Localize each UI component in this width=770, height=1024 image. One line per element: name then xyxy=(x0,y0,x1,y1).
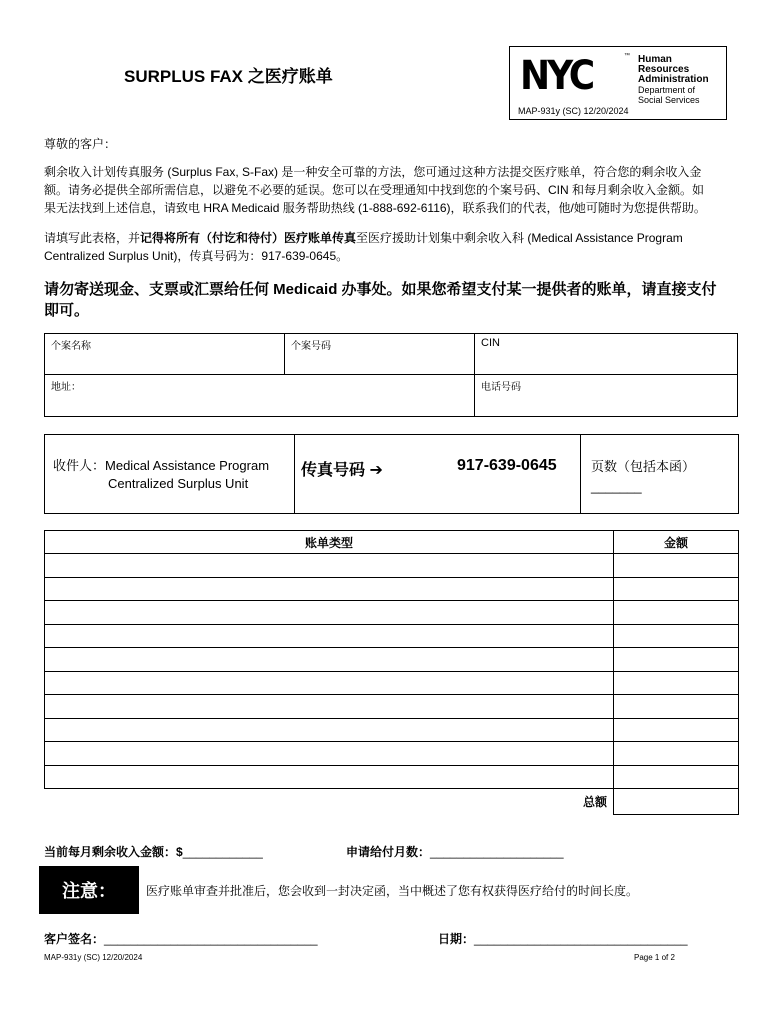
monthly-surplus-label: 当前每月剩余收入金额：$ xyxy=(44,845,183,859)
form-code: MAP-931y (SC) 12/20/2024 xyxy=(518,106,629,116)
instruction-bold: 记得将所有（付讫和待付）医疗账单传真 xyxy=(140,231,357,245)
page-count-label: 页数（包括本函） xyxy=(591,459,696,474)
bill-row xyxy=(45,577,739,601)
note-label: 注意： xyxy=(39,866,139,914)
fax-number-value: 917-639-0645 xyxy=(457,457,557,474)
bill-rows xyxy=(45,554,739,789)
note-text: 医疗账单审查并批准后，您会收到一封决定函，当中概述了您有权获得医疗给付的时间长度。 xyxy=(146,884,639,898)
page-count-blank: _______ xyxy=(591,479,642,494)
total-amount-field[interactable] xyxy=(614,789,739,815)
cash-warning-line-1: 请勿寄送现金、支票或汇票给任何 Medicaid 办事处。如果您希望支付某一提供者的账单，请直接支付 xyxy=(44,281,717,298)
bill-row xyxy=(45,765,739,789)
bill-type-cell[interactable] xyxy=(45,742,614,766)
recipient-line-1: Medical Assistance Program xyxy=(105,458,270,473)
bill-row xyxy=(45,624,739,648)
instruction-pre: 请填写此表格，并 xyxy=(44,231,141,245)
total-label: 总额 xyxy=(45,789,614,815)
date-field[interactable] xyxy=(438,930,688,947)
nyc-logo xyxy=(520,51,716,103)
footer-page-number: Page 1 of 2 xyxy=(634,953,675,962)
intro-line-2: 额。请务必提供全部所需信息，以避免不必要的延误。您可以在受理通知中找到您的个案号码、CIN 和每月剩余收入金额。如 xyxy=(44,183,705,197)
bill-row xyxy=(45,554,739,578)
fax-send-box xyxy=(44,434,739,514)
cash-warning xyxy=(44,279,734,321)
date-blank: ________________________________ xyxy=(474,932,688,946)
phone-label: 电话号码 xyxy=(481,382,521,393)
fax-number-label: 传真号码 xyxy=(301,462,366,479)
case-name-field[interactable] xyxy=(45,334,285,375)
bill-type-cell[interactable] xyxy=(45,648,614,672)
bill-amount-cell[interactable] xyxy=(614,695,739,719)
recipient-label: 收件人： xyxy=(53,458,106,473)
bill-amount-cell[interactable] xyxy=(614,554,739,578)
agency-line-2: Administration xyxy=(638,74,709,85)
page-title: SURPLUS FAX 之医疗账单 xyxy=(124,67,333,86)
cash-warning-line-2: 即可。 xyxy=(44,302,90,319)
months-requested-blank: ____________________ xyxy=(430,845,564,859)
bill-amount-cell[interactable] xyxy=(614,765,739,789)
months-requested-label: 申请给付月数： xyxy=(346,845,431,859)
address-label: 地址： xyxy=(51,382,81,393)
right-arrow-icon: ➔ xyxy=(369,462,383,479)
monthly-surplus-blank: ____________ xyxy=(182,845,263,859)
recipient-cell xyxy=(45,435,295,513)
agency-line-4: Social Services xyxy=(638,95,700,105)
monthly-surplus-field[interactable] xyxy=(44,843,263,860)
bill-row xyxy=(45,648,739,672)
cin-label: CIN xyxy=(481,337,500,349)
intro-line-3: 果无法找到上述信息，请致电 HRA Medicaid 服务帮助热线 (1-888-692-6116)，联系我们的代表，他/她可随时为您提供帮助。 xyxy=(44,201,706,215)
signature-blank: ________________________________ xyxy=(104,932,318,946)
bill-amount-cell[interactable] xyxy=(614,601,739,625)
bill-amount-cell[interactable] xyxy=(614,648,739,672)
intro-paragraph-1 xyxy=(44,163,744,217)
bill-amount-cell[interactable] xyxy=(614,742,739,766)
recipient-line-2: Centralized Surplus Unit xyxy=(108,476,249,491)
bill-amount-cell[interactable] xyxy=(614,718,739,742)
nyc-wordmark: NYC xyxy=(520,53,593,99)
bill-amount-cell[interactable] xyxy=(614,577,739,601)
bills-table xyxy=(44,530,739,815)
bill-amount-cell[interactable] xyxy=(614,624,739,648)
case-number-label: 个案号码 xyxy=(291,341,331,352)
bill-type-cell[interactable] xyxy=(45,671,614,695)
signature-field[interactable] xyxy=(44,930,318,947)
bill-type-cell[interactable] xyxy=(45,695,614,719)
fax-number-cell xyxy=(295,435,581,513)
bill-type-cell[interactable] xyxy=(45,718,614,742)
amount-header: 金额 xyxy=(614,531,739,554)
instruction-line-2: Centralized Surplus Unit)，传真号码为：917-639-0645。 xyxy=(44,249,349,263)
agency-line-1: Human Resources xyxy=(638,54,690,75)
agency-name xyxy=(638,55,716,105)
bill-amount-cell[interactable] xyxy=(614,671,739,695)
page-count-cell[interactable] xyxy=(581,435,739,513)
bill-type-cell[interactable] xyxy=(45,601,614,625)
phone-field[interactable] xyxy=(475,375,738,417)
bill-row xyxy=(45,718,739,742)
intro-paragraph-2 xyxy=(44,229,744,265)
bill-type-cell[interactable] xyxy=(45,577,614,601)
date-label: 日期： xyxy=(438,932,475,946)
client-info-table xyxy=(44,333,738,417)
months-requested-field[interactable] xyxy=(346,843,564,860)
intro-line-1: 剩余收入计划传真服务 (Surplus Fax, S-Fax) 是一种安全可靠的方法，您可通过这种方法提交医疗账单，符合您的剩余收入金 xyxy=(44,165,702,179)
bill-row xyxy=(45,671,739,695)
agency-line-3: Department of xyxy=(638,85,696,95)
bill-row xyxy=(45,601,739,625)
bill-type-cell[interactable] xyxy=(45,765,614,789)
address-field[interactable] xyxy=(45,375,475,417)
agency-logo-box xyxy=(509,46,727,120)
signature-label: 客户签名： xyxy=(44,932,105,946)
case-name-label: 个案名称 xyxy=(51,341,91,352)
cin-field[interactable] xyxy=(475,334,738,375)
bill-type-cell[interactable] xyxy=(45,624,614,648)
trademark-mark: ™ xyxy=(624,53,630,59)
bill-row xyxy=(45,695,739,719)
bill-type-header: 账单类型 xyxy=(45,531,614,554)
bill-row xyxy=(45,742,739,766)
footer-form-code: MAP-931y (SC) 12/20/2024 xyxy=(44,953,143,962)
greeting: 尊敬的客户： xyxy=(44,137,117,151)
case-number-field[interactable] xyxy=(285,334,475,375)
bill-type-cell[interactable] xyxy=(45,554,614,578)
instruction-post: 至医疗援助计划集中剩余收入科 (Medical Assistance Program xyxy=(356,231,683,245)
